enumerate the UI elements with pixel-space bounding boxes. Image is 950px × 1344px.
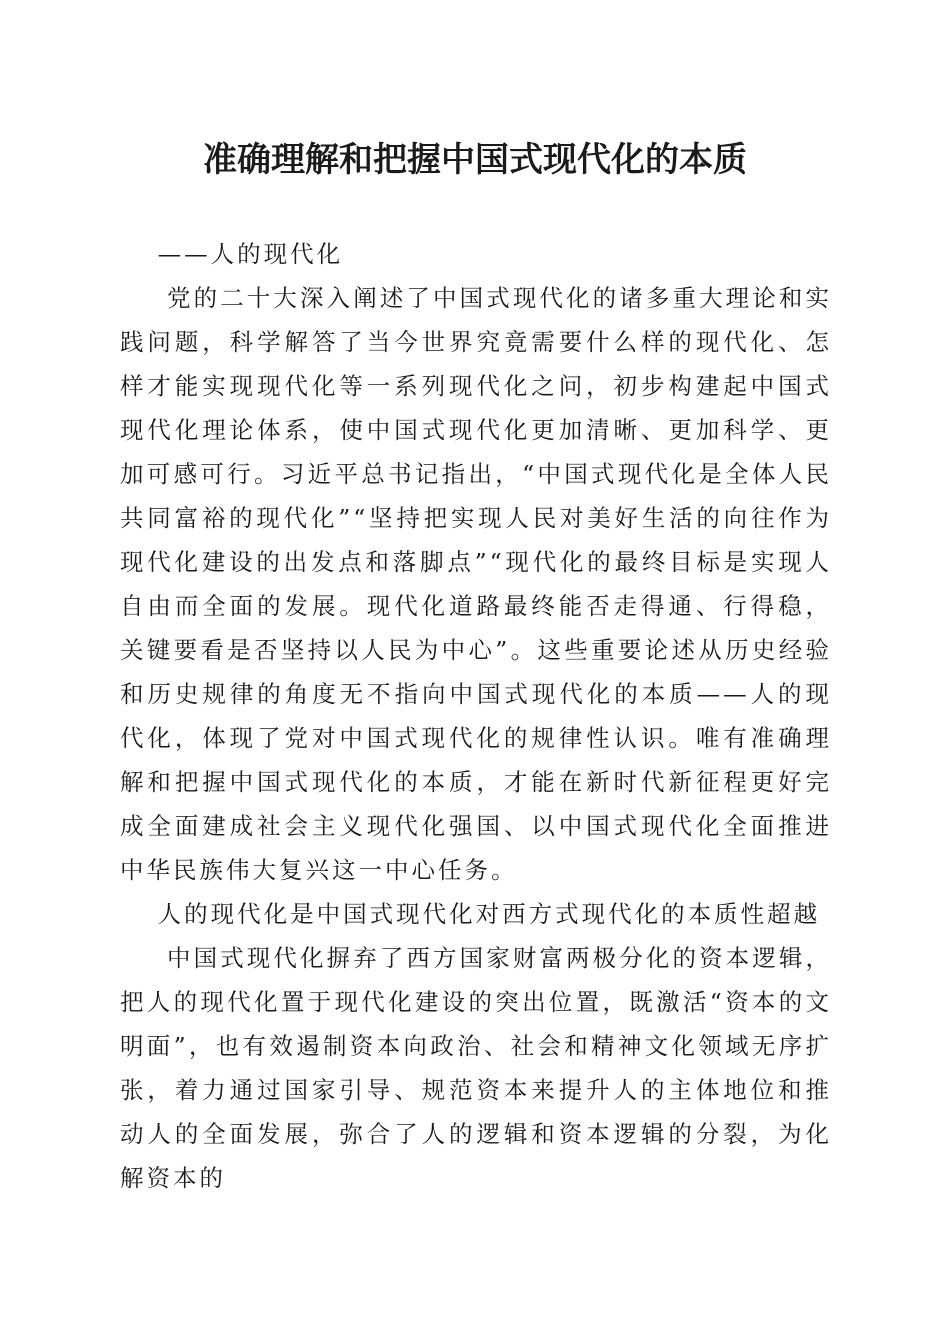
document-title: 准确理解和把握中国式现代化的本质 (203, 140, 747, 180)
section-heading: 人的现代化是中国式现代化对西方式现代化的本质性超越 (157, 900, 821, 928)
section-paragraph: 中国式现代化摒弃了西方国家财富两极分化的资本逻辑，把人的现代化置于现代化建设的突出位置，既激活“资本的文明面”，也有效遏制资本向政治、社会和精神文化领域无序扩张，着力通过国家引导、规范资本来提升人的主体地位和推动人的全面发展，弥合了人的逻辑和资本逻辑的分裂，为化解资本的 (120, 944, 832, 1192)
document-body (120, 232, 832, 1200)
intro-paragraph: 党的二十大深入阐述了中国式现代化的诸多重大理论和实践问题，科学解答了当今世界究竟需要什么样的现代化、怎样才能实现现代化等一系列现代化之问，初步构建起中国式现代化理论体系，使中国式现代化更加清晰、更加科学、更加可感可行。习近平总书记指出，“中国式现代化是全体人民共同富裕的现代化”“坚持把实现人民对美好生活的向往作为现代化建设的出发点和落脚点”“现代化的最终目标是实现人自由而全面的发展。现代化道路最终能否走得通、行得稳，关键要看是否坚持以人民为中心”。这些重要论述从历史经验和历史规律的角度无不指向中国式现代化的本质——人的现代化，体现了党对中国式现代化的规律性认识。唯有准确理解和把握中国式现代化的本质，才能在新时代新征程更好完成全面建成社会主义现代化强国、以中国式现代化全面推进中华民族伟大复兴这一中心任务。 (120, 284, 832, 884)
document-subtitle: ——人的现代化 (157, 240, 344, 268)
